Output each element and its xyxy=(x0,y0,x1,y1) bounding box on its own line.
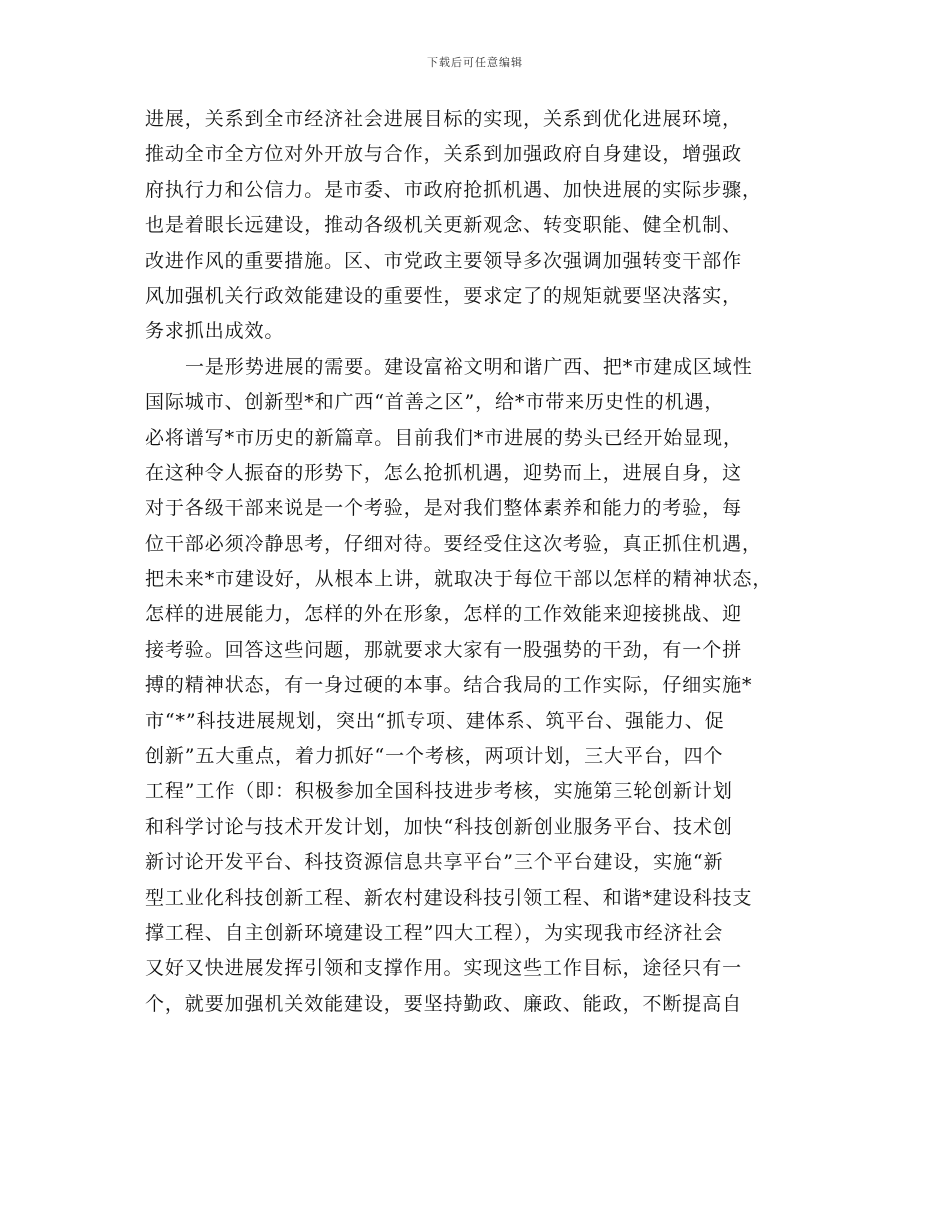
text-line: 工程”工作（即：积极参加全国科技进步考核，实施第三轮创新计划 xyxy=(145,780,733,803)
text-line: 也是着眼长远建设，推动各级机关更新观念、转变职能、健全机制、 xyxy=(145,214,743,237)
text-line: 进展，关系到全市经济社会进展目标的实现，关系到优化进展环境， xyxy=(145,108,743,130)
document-body xyxy=(145,102,815,1022)
text-line: 对于各级干部来说是一个考验，是对我们整体素养和能力的考验，每 xyxy=(145,497,743,520)
text-line: 在这种令人振奋的形势下，怎么抢抓机遇，迎势而上，进展自身，这 xyxy=(145,461,743,484)
text-line: 搏的精神状态，有一身过硬的本事。结合我局的工作实际，仔细实施* xyxy=(145,674,753,697)
text-line: 怎样的进展能力，怎样的外在形象，怎样的工作效能来迎接挑战、迎 xyxy=(145,603,743,626)
page-header: 下载后可任意编辑 xyxy=(427,56,523,69)
text-line: 个，就要加强机关效能建设，要坚持勤政、廉政、能政，不断提高自 xyxy=(145,992,743,1015)
text-line: 市“*”科技进展规划，突出“抓专项、建体系、筑平台、强能力、促 xyxy=(145,709,725,732)
text-line: 改进作风的重要措施。区、市党政主要领导多次强调加强转变干部作 xyxy=(145,249,743,272)
text-line: 型工业化科技创新工程、新农村建设科技引领工程、和谐*建设科技支 xyxy=(145,886,753,909)
text-line: 新讨论开发平台、科技资源信息共享平台”三个平台建设，实施“新 xyxy=(145,851,724,874)
text-line: 必将谱写*市历史的新篇章。目前我们*市进展的势头已经开始显现， xyxy=(145,426,743,449)
paragraph-first-line: 一是形势进展的需要。建设富裕文明和谐广西、把*市建成区域性 xyxy=(185,355,753,378)
text-line: 创新”五大重点，着力抓好“一个考核，两项计划，三大平台，四个 xyxy=(145,745,724,768)
text-line: 位干部必须冷静思考，仔细对待。要经受住这次考验，真正抓住机遇， xyxy=(145,532,762,555)
text-line: 风加强机关行政效能建设的重要性，要求定了的规矩就要坚决落实， xyxy=(145,284,743,307)
text-line: 撑工程、自主创新环境建设工程”四大工程），为实现我市经济社会 xyxy=(145,921,724,944)
text-line: 把未来*市建设好，从根本上讲，就取决于每位干部以怎样的精神状态， xyxy=(145,568,773,591)
text-line: 又好又快进展发挥引领和支撑作用。实现这些工作目标，途径只有一 xyxy=(145,957,743,980)
text-line: 和科学讨论与技术开发计划，加快“科技创新创业服务平台、技术创 xyxy=(145,815,733,838)
text-line: 国际城市、创新型*和广西“首善之区”，给*市带来历史性的机遇， xyxy=(145,391,725,414)
text-line: 务求抓出成效。 xyxy=(145,320,285,343)
text-line: 推动全市全方位对外开放与合作，关系到加强政府自身建设，增强政 xyxy=(145,143,743,166)
text-line: 接考验。回答这些问题，那就要求大家有一股强势的干劲，有一个拼 xyxy=(145,638,743,661)
text-line: 府执行力和公信力。是市委、市政府抢抓机遇、加快进展的实际步骤， xyxy=(145,178,762,201)
